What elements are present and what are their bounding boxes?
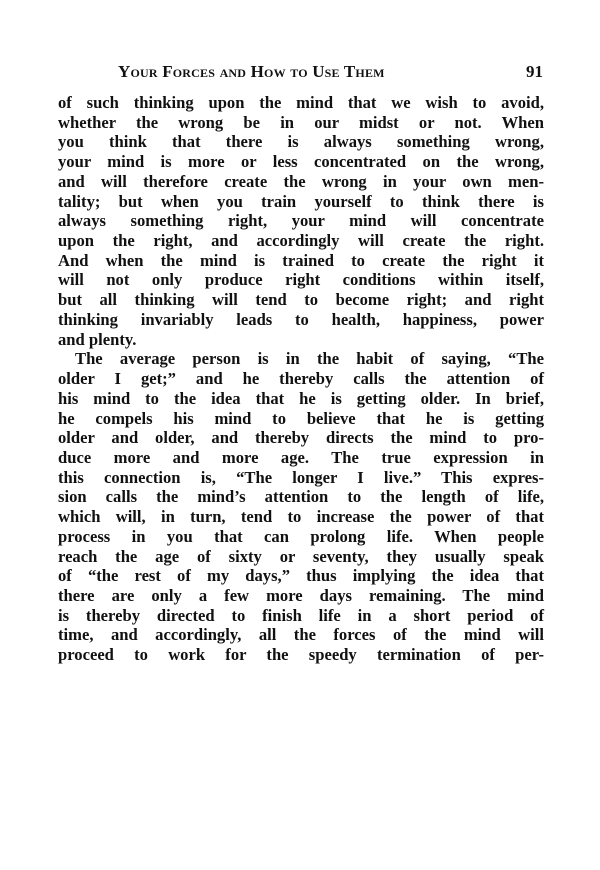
text-line: process in you that can prolong life. When people bbox=[58, 526, 544, 546]
text-line: of “the rest of my days,” thus implying the idea that bbox=[58, 566, 544, 586]
text-line: thinking invariably leads to health, happiness, power bbox=[58, 309, 544, 329]
text-line: The average person is in the habit of saying, “The bbox=[75, 349, 544, 369]
page-body bbox=[58, 93, 544, 665]
text-line: older and older, and thereby directs the mind to pro- bbox=[58, 428, 544, 448]
text-line: which will, in turn, tend to increase the power of that bbox=[58, 507, 544, 527]
text-line: reach the age of sixty or seventy, they usually speak bbox=[58, 546, 544, 566]
text-line: of such thinking upon the mind that we wish to avoid, bbox=[58, 93, 544, 112]
text-line: always something right, your mind will concentrate bbox=[58, 211, 544, 231]
text-line: your mind is more or less concentrated on the wrong, bbox=[58, 152, 544, 172]
text-line: proceed to work for the speedy termination of per- bbox=[58, 645, 544, 665]
paragraph bbox=[58, 93, 544, 349]
text-line: tality; but when you train yourself to think there is bbox=[58, 191, 544, 211]
text-line: he compels his mind to believe that he is getting bbox=[58, 408, 544, 428]
text-line: this connection is, “The longer I live.” This expres- bbox=[58, 467, 544, 487]
text-line: duce more and more age. The true expression in bbox=[58, 447, 544, 467]
text-line: and will therefore create the wrong in your own men- bbox=[58, 171, 544, 191]
page-header bbox=[118, 62, 543, 86]
text-line: whether the wrong be in our midst or not. When bbox=[58, 112, 544, 132]
text-line: there are only a few more days remaining. The mind bbox=[58, 585, 544, 605]
running-title: Your Forces and How to Use Them bbox=[118, 62, 385, 81]
page-number: 91 bbox=[526, 62, 543, 81]
text-line: and plenty. bbox=[58, 329, 137, 349]
text-line: upon the right, and accordingly will create the right. bbox=[58, 231, 544, 251]
text-line: sion calls the mind’s attention to the length of life, bbox=[58, 487, 544, 507]
text-line: but all thinking will tend to become right; and right bbox=[58, 290, 544, 310]
text-line: And when the mind is trained to create the right it bbox=[58, 250, 544, 270]
text-line: time, and accordingly, all the forces of the mind will bbox=[58, 625, 544, 645]
text-line: will not only produce right conditions within itself, bbox=[58, 270, 544, 290]
text-line: you think that there is always something wrong, bbox=[58, 132, 544, 152]
text-line: is thereby directed to finish life in a short period of bbox=[58, 605, 544, 625]
text-line: older I get;” and he thereby calls the attention of bbox=[58, 369, 544, 389]
paragraph bbox=[58, 349, 544, 665]
text-line: his mind to the idea that he is getting older. In brief, bbox=[58, 388, 544, 408]
